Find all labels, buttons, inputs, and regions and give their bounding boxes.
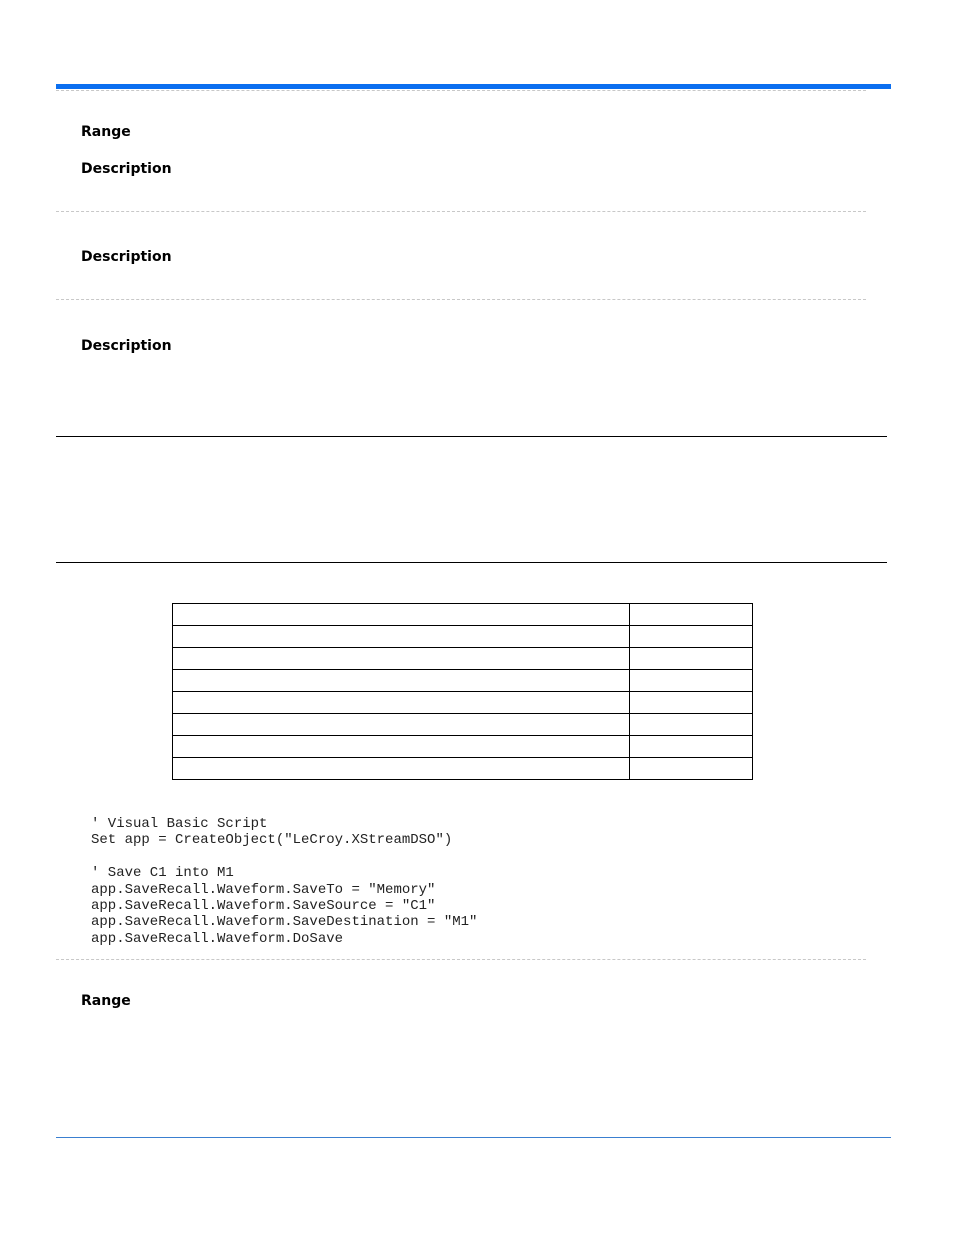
table-cell [630, 604, 753, 626]
table-row [173, 692, 753, 714]
range-heading: Range [81, 124, 131, 140]
table-cell [630, 714, 753, 736]
table-cell [630, 758, 753, 780]
values-table [172, 603, 753, 780]
table-cell [630, 670, 753, 692]
table-cell [173, 626, 630, 648]
code-line: app.SaveRecall.Waveform.SaveDestination = "M1" [91, 914, 478, 931]
footer-rule [56, 1137, 891, 1138]
code-line [91, 849, 477, 865]
header-bar [56, 84, 891, 89]
code-example [91, 816, 477, 947]
code-line: app.SaveRecall.Waveform.SaveTo = "Memory" [91, 881, 436, 898]
code-line: app.SaveRecall.Waveform.SaveSource = "C1" [91, 898, 436, 915]
table-cell [173, 604, 630, 626]
section-divider [56, 211, 866, 212]
section-rule [56, 436, 887, 437]
code-line: ' Visual Basic Script [91, 816, 268, 832]
table-row [173, 714, 753, 736]
table-row [173, 648, 753, 670]
table-row [173, 604, 753, 626]
table-row [173, 758, 753, 780]
range-heading: Range [81, 993, 131, 1009]
table-cell [173, 736, 630, 758]
section-divider [56, 959, 866, 960]
table-cell [630, 736, 753, 758]
table-row [173, 626, 753, 648]
table-row [173, 670, 753, 692]
code-line: ' Save C1 into M1 [91, 865, 234, 882]
table-cell [173, 648, 630, 670]
description-heading: Description [81, 249, 172, 265]
description-heading: Description [81, 338, 172, 354]
table-cell [630, 692, 753, 714]
table-cell [173, 758, 630, 780]
description-heading: Description [81, 161, 172, 177]
table-row [173, 736, 753, 758]
table-cell [173, 714, 630, 736]
table-cell [173, 692, 630, 714]
table-cell [630, 626, 753, 648]
section-divider [56, 299, 866, 300]
code-line: Set app = CreateObject("LeCroy.XStreamDSO") [91, 832, 453, 849]
header-dashed-divider [56, 90, 866, 91]
table-cell [630, 648, 753, 670]
code-line: app.SaveRecall.Waveform.DoSave [91, 930, 344, 947]
section-rule [56, 562, 887, 563]
table-cell [173, 670, 630, 692]
